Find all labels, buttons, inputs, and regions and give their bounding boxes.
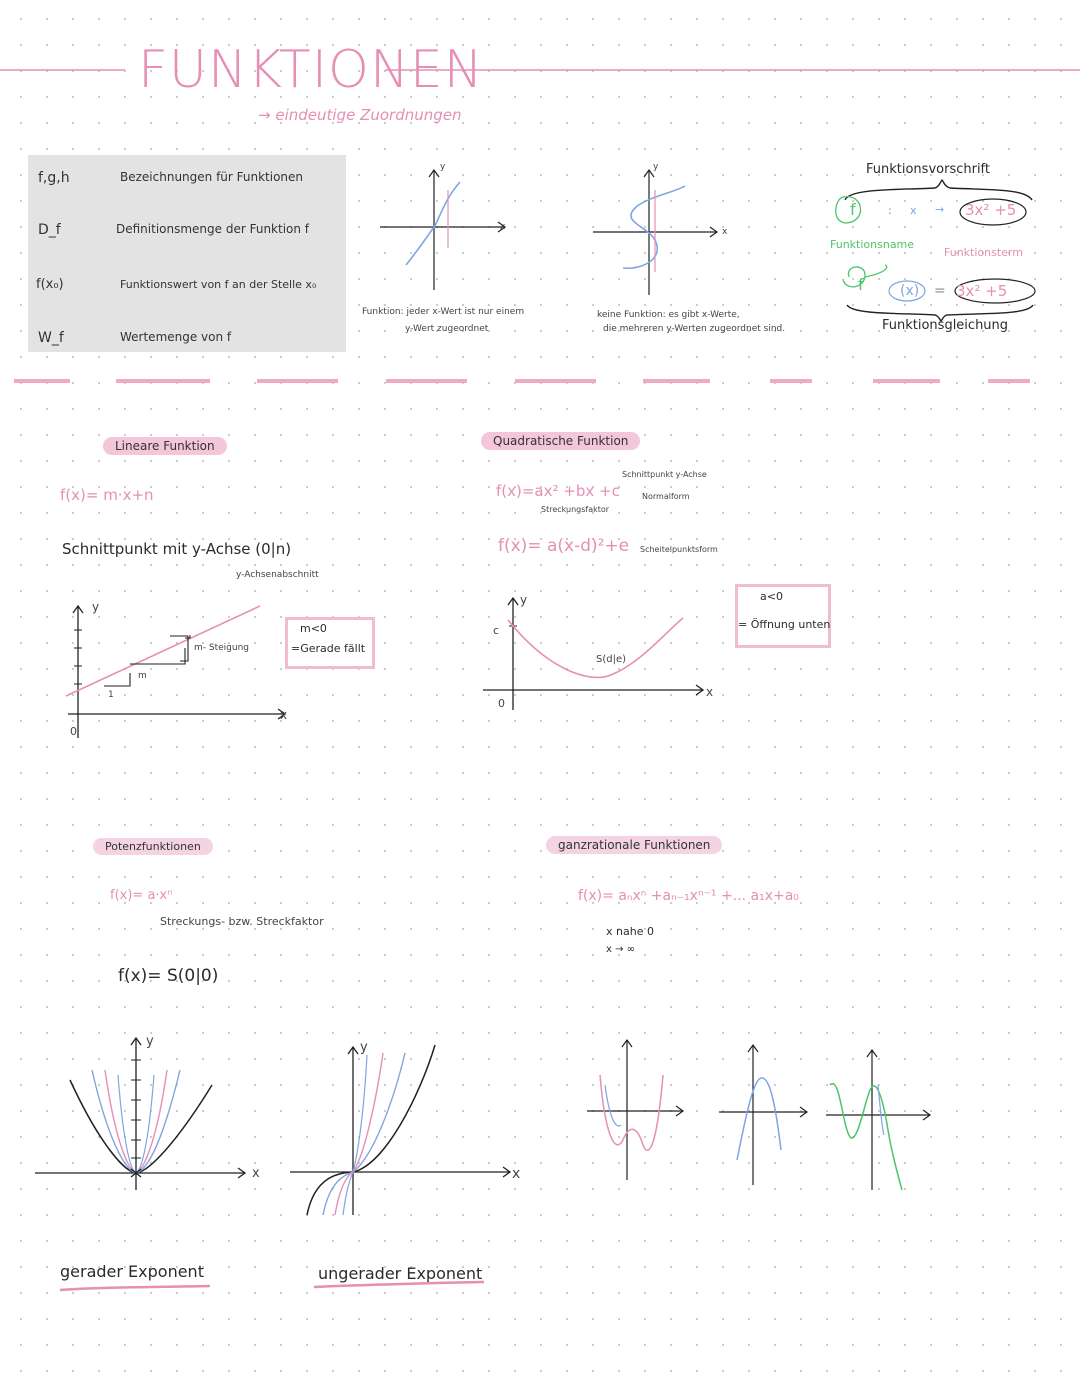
- notation-rule-x: x: [910, 204, 917, 217]
- rational-line1: x nahe 0: [606, 925, 654, 938]
- linear-note-line2: =Gerade fällt: [291, 642, 366, 655]
- power-bullet: f(x)= S(0|0): [118, 966, 219, 986]
- rational-equation: f(x)= aₙxⁿ +aₙ₋₁xⁿ⁻¹ +... a₁x+a₀: [578, 888, 799, 904]
- quadratic-origin: 0: [498, 697, 505, 710]
- notation-rule-arrow: →: [935, 203, 945, 216]
- even-exponent-underline: [58, 1284, 218, 1294]
- axis-y-label: y: [653, 162, 659, 172]
- definition-text: Bezeichnungen für Funktionen: [120, 170, 304, 184]
- power-odd-axis-y: y: [360, 1040, 368, 1055]
- power-odd-graph: [285, 1035, 525, 1220]
- definition-symbol: D_f: [38, 222, 61, 238]
- notation-rule-f: f: [850, 200, 856, 219]
- axis-y-label: y: [440, 162, 446, 172]
- quadratic-equation-normal: f(x)=ax² +bx +c: [496, 482, 620, 500]
- linear-note-line1: m<0: [300, 622, 327, 635]
- quadratic-note-vertex: Scheitelpunktsform: [640, 545, 718, 554]
- rational-graph-3: [822, 1045, 937, 1195]
- notation-eq-term: 3x² +5: [956, 282, 1008, 300]
- section-divider: [0, 376, 1080, 386]
- linear-graph: [60, 600, 300, 750]
- power-equation: f(x)= a·xⁿ: [110, 888, 173, 903]
- linear-m-label: m: [138, 671, 147, 681]
- rational-function-label: ganzrationale Funktionen: [546, 836, 722, 854]
- odd-exponent-underline: [312, 1280, 492, 1290]
- non-function-caption: keine Funktion: es gibt x-Werte,: [597, 310, 740, 320]
- linear-equation: f(x)= m·x+n: [60, 486, 154, 504]
- quadratic-vertex-label: S(d|e): [596, 654, 627, 665]
- linear-slope-label: m- Steigung: [194, 643, 249, 653]
- linear-bullet: Schnittpunkt mit y-Achse (0|n): [62, 540, 292, 558]
- quadratic-note-box: [735, 584, 831, 648]
- quadratic-c-label: c: [493, 624, 500, 637]
- page-subtitle: → eindeutige Zuordnungen: [258, 106, 462, 124]
- linear-one-label: 1: [108, 690, 114, 700]
- rational-line2: x → ∞: [606, 944, 635, 955]
- power-even-graph: [30, 1030, 270, 1200]
- definition-text: Definitionsmenge der Funktion f: [116, 222, 310, 236]
- definition-symbol: f,g,h: [38, 170, 70, 186]
- definitions-table: [28, 155, 346, 352]
- even-exponent-label: gerader Exponent: [60, 1262, 204, 1281]
- quadratic-note-c: Schnittpunkt y-Achse: [622, 470, 707, 479]
- quadratic-note-line1: a<0: [760, 590, 783, 603]
- quadratic-note-line2: = Öffnung unten: [738, 618, 831, 631]
- definition-text: Funktionswert von f an der Stelle x₀: [120, 278, 317, 291]
- function-graph: [370, 160, 530, 300]
- power-odd-axis-x: x: [512, 1166, 521, 1182]
- linear-intercept-note: y-Achsenabschnitt: [236, 570, 319, 580]
- linear-function-label: Lineare Funktion: [103, 437, 227, 455]
- definition-text: Wertemenge von f: [120, 330, 232, 344]
- page-title: FUNKTIONEN: [138, 40, 484, 100]
- quadratic-axis-x: x: [706, 685, 714, 699]
- notation-eq-equals: =: [934, 283, 946, 299]
- rational-graph-1: [585, 1035, 695, 1185]
- notation-rule-term: 3x² +5: [965, 201, 1017, 219]
- axis-x-label: x: [722, 227, 728, 237]
- power-note: Streckungs- bzw. Streckfaktor: [160, 915, 324, 928]
- label-function-term: Funktionsterm: [944, 246, 1023, 259]
- odd-exponent-label: ungerader Exponent: [318, 1264, 483, 1283]
- quadratic-note-normal: Normalform: [642, 492, 690, 501]
- quadratic-note-a: Streckungsfaktor: [541, 505, 610, 514]
- notation-heading: Funktionsvorschrift: [866, 162, 991, 177]
- linear-origin: 0: [70, 725, 77, 738]
- notation-eq-x: (x): [900, 283, 920, 299]
- function-caption: y-Wert zugeordnet: [405, 324, 489, 334]
- label-function-name: Funktionsname: [830, 238, 915, 251]
- definition-symbol: f(x₀): [36, 277, 64, 292]
- notation-rule-colon: :: [888, 204, 892, 217]
- power-even-axis-x: x: [252, 1166, 260, 1181]
- label-function-equation: Funktionsgleichung: [882, 318, 1009, 333]
- quadratic-axis-y: y: [520, 593, 528, 607]
- rational-graph-2: [715, 1040, 815, 1190]
- linear-axis-y: y: [92, 600, 100, 614]
- definition-symbol: W_f: [38, 330, 64, 346]
- power-function-label: Potenzfunktionen: [93, 838, 213, 855]
- non-function-graph: [585, 160, 745, 300]
- quadratic-function-label: Quadratische Funktion: [481, 432, 640, 450]
- linear-axis-x: x: [280, 708, 288, 722]
- axis-x-label: x: [500, 222, 506, 232]
- power-even-axis-y: y: [146, 1034, 154, 1049]
- quadratic-equation-vertex: f(x)= a(x-d)²+e: [498, 536, 630, 556]
- function-caption: Funktion: jeder x-Wert ist nur einem: [362, 307, 525, 317]
- non-function-caption: die mehreren y-Werten zugeordnet sind.: [603, 324, 786, 334]
- notation-eq-f: f: [858, 275, 864, 294]
